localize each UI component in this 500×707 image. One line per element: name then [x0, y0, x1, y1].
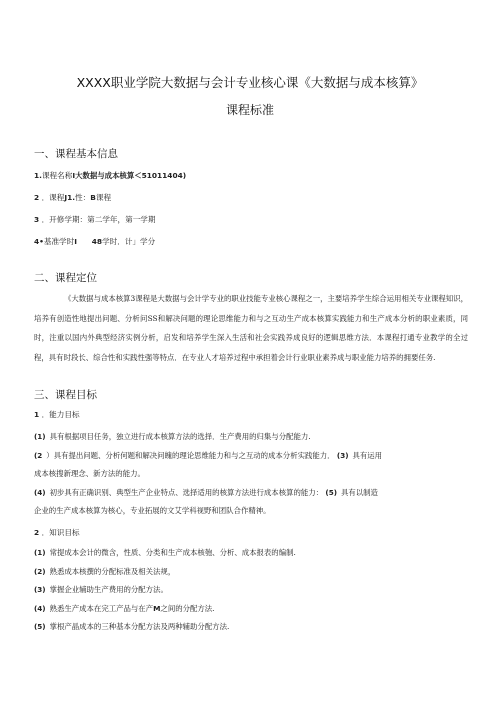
list-item: [34, 465, 468, 484]
document-title: XXXX职业学院大数据与会计专业核心课《大数据与成本核算》: [76, 75, 424, 90]
item-text: 企业的生产成本核算为核心，专业拓展的文艾学科视野和团队合作精神。: [34, 506, 271, 515]
section-heading-basic-info: 一、课程基本信息: [34, 148, 118, 160]
item-text: 掌根产晶成本的三种基本分配方法及两种辅助分配方法.: [49, 622, 230, 631]
item-number: (2): [34, 566, 46, 576]
item-text: 成本核搜新理念、新方法的能力。: [34, 469, 145, 478]
item-text: 具有根据项目任务，独立进行成本核算方法的选择．生产费用的归集与分配能力.: [49, 432, 311, 441]
section-heading-positioning: 二、课程定位: [34, 272, 97, 284]
info-number: 3: [34, 215, 40, 224]
ability-list: [34, 428, 468, 521]
info-number: 2: [34, 193, 40, 202]
document-subtitle: 课程标准: [225, 103, 274, 117]
info-text-tail: 性：: [75, 193, 91, 202]
item-text: 掌握企业辅助生产费用的分配方法。: [49, 585, 168, 594]
item-text-2: 具有运用: [352, 450, 383, 460]
item-number: (1): [34, 432, 46, 441]
info-line-semester: [34, 216, 155, 224]
info-number: 1.: [34, 171, 42, 180]
info-line-hours: [34, 238, 155, 246]
item-text: 熟悉成本核撰的分配标准及相关法规，: [49, 566, 176, 576]
item-number: (5): [34, 622, 46, 631]
list-item: [34, 544, 468, 563]
paragraph-line: 核算实践能力和生产成本分析的职业素质，同时，注重以国内外典型经济实例分析，启发和培养学生深入生活: [34, 313, 468, 342]
item-number-2: (3): [336, 450, 349, 460]
item-text: 熟悉生产成本在完工产品与在产: [49, 603, 154, 613]
list-item: [34, 428, 468, 447]
item-text: 常提成本会计的微含，性质、分类和生产成本核匏、分析、成本报表的编制.: [49, 548, 296, 557]
info-text-tail: 学时．计」学分: [102, 237, 156, 246]
item-number: (4): [34, 487, 46, 497]
item-text: 初步具有正确识别、典型生产企业特点、选择适用的核算方法进行成本核算的能力：: [49, 487, 324, 497]
list-item: [34, 600, 468, 619]
subsection-number: 2: [34, 528, 40, 537]
paragraph-line: 和社会实践养成良好的逻辑思维方法．本课程打通专业教学的全过程，具有时段长、综合性和实践性强等特点．: [34, 333, 468, 362]
positioning-paragraph: [34, 289, 468, 367]
list-item: [34, 618, 468, 637]
item-text-2: 具有以制造: [340, 487, 378, 497]
info-text: ．开修学期：第二学年，第一学期: [41, 215, 156, 224]
item-bold: M: [153, 603, 161, 613]
list-item: [34, 581, 468, 600]
info-text: ．课程: [41, 193, 65, 202]
list-item: [34, 447, 468, 466]
paragraph-line: 用相关专业课程知识，培养有创造性地提出问题、分析问SS和解决问题的理论思维能力和与之互动生产成本: [34, 294, 468, 323]
list-item: [34, 502, 468, 521]
info-value: I 48: [74, 237, 103, 246]
info-value: I大数据与成本核算＜51011404): [72, 171, 187, 180]
paragraph-line: 《大数据与成本核算3课程是大数据与会计学专业的职业技能专业核心课程之一，主要培养学生综合运: [64, 294, 395, 303]
subsection-knowledge-goals: [34, 529, 80, 537]
knowledge-list: [34, 544, 468, 637]
info-text: 课程名称: [41, 171, 73, 180]
item-number: (1): [34, 548, 46, 557]
subsection-number: 1: [34, 410, 40, 419]
info-line-course-type: [34, 194, 111, 202]
subsection-label: ．能力目标: [41, 410, 80, 419]
paragraph-line: 在专业人才培养过程中承担着会计行业职业素养成与职业能力培养的拥要任务.: [181, 352, 436, 362]
info-number: 4•: [34, 237, 44, 246]
item-text-tail: 之间的分配方法.: [160, 603, 215, 613]
item-number-2: (5): [325, 487, 337, 497]
info-text: 基准学时: [43, 237, 75, 246]
item-number: (2: [34, 450, 43, 460]
info-value-2: B: [90, 193, 96, 202]
item-text: ）具有提出问题、分析何题和解决问魄的理论思维能力和与之互动的成本分析实践能力．: [46, 450, 335, 460]
list-item: [34, 484, 468, 503]
subsection-ability-goals: [34, 411, 80, 419]
item-number: (4): [34, 603, 46, 613]
subsection-label: ．知识目标: [41, 528, 80, 537]
info-line-course-name: [34, 172, 186, 180]
info-text-tail-2: 课程: [95, 193, 112, 202]
list-item: [34, 563, 468, 582]
item-number: (3): [34, 585, 46, 594]
info-value: J1.: [64, 193, 76, 202]
section-heading-objectives: 三、课程目标: [34, 389, 97, 401]
